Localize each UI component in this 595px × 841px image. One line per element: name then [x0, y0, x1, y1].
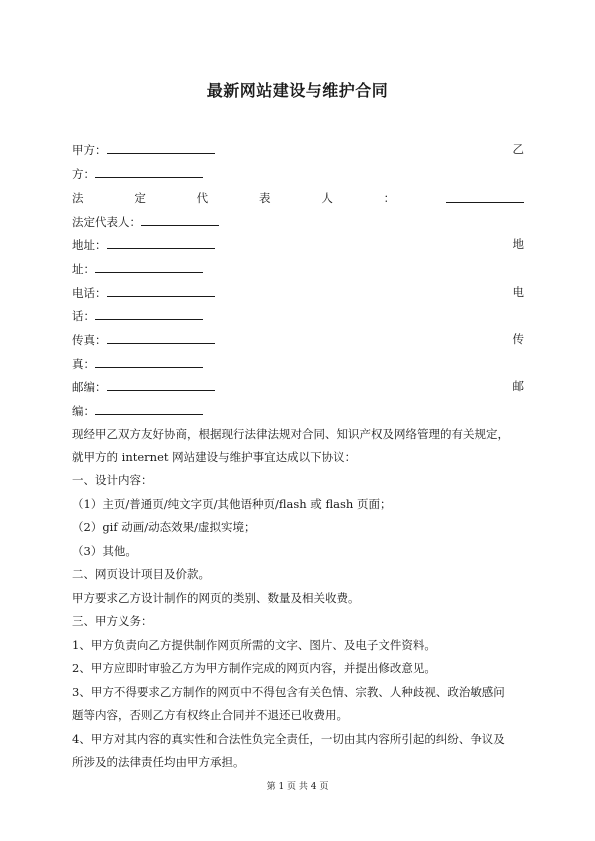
address-a-label: 地址： — [72, 238, 107, 252]
legal-rep-b-label: 法定代表人： — [72, 215, 141, 229]
postcode-b-line — [72, 402, 524, 419]
legal-rep-char: 人 — [321, 191, 333, 205]
fax-b-blank — [95, 355, 203, 368]
intro-line-2: 就甲方的 internet 网站建设与维护事宜达成以下协议： — [72, 450, 357, 464]
fax-a-line — [72, 331, 524, 348]
postcode-a-line — [72, 378, 524, 395]
phone-a-line — [72, 284, 524, 301]
document-title: 最新网站建设与维护合同 — [206, 81, 389, 100]
section-3-item-1: 1、甲方负责向乙方提供制作网页所需的文字、图片、及电子文件资料。 — [72, 638, 436, 652]
section-3-item-4-line-2: 所涉及的法律责任均由甲方承担。 — [72, 755, 245, 769]
postcode-b-blank — [95, 402, 203, 415]
fax-a-blank — [107, 331, 215, 344]
legal-rep-char: ： — [383, 191, 396, 205]
section-3-heading: 三、甲方义务： — [72, 614, 153, 628]
section-2-text: 甲方要求乙方设计制作的网页的类别、数量及相关收费。 — [72, 591, 360, 605]
postcode-a-label: 邮编： — [72, 380, 107, 394]
party-b-blank — [95, 165, 203, 178]
phone-a-label: 电话： — [72, 286, 107, 300]
party-a-label: 甲方： — [72, 143, 107, 157]
address-b-line — [72, 260, 524, 277]
postcode-b-label-end: 编： — [72, 404, 95, 418]
party-b-line — [72, 165, 524, 182]
phone-a-blank — [107, 284, 215, 297]
legal-rep-char: 定 — [134, 191, 146, 205]
party-b-label-end: 方： — [72, 167, 95, 181]
legal-rep-char: 法 — [72, 191, 84, 205]
intro-line-1: 现经甲乙双方友好协商，根据现行法律法规对合同、知识产权及网络管理的有关规定， — [72, 427, 509, 441]
legal-rep-char: 表 — [258, 191, 271, 205]
fax-b-label-start: 传 — [512, 332, 524, 346]
legal-rep-char: 代 — [196, 191, 209, 205]
legal-rep-b-blank — [141, 213, 219, 226]
phone-b-label-start: 电 — [512, 285, 524, 299]
section-2-heading: 二、网页设计项目及价款。 — [72, 567, 210, 581]
legal-rep-a-blank — [446, 190, 524, 203]
phone-b-blank — [95, 307, 203, 320]
section-3-item-3-line-2: 题等内容，否则乙方有权终止合同并不退还已收费用。 — [72, 708, 348, 722]
page-number-footer: 第 1 页 共 4 页 — [266, 782, 329, 792]
party-b-label-start: 乙 — [512, 142, 524, 156]
phone-b-line — [72, 307, 524, 324]
address-b-label-start: 地 — [512, 237, 524, 251]
phone-b-label-end: 话： — [72, 309, 95, 323]
address-a-line — [72, 236, 524, 253]
legal-rep-a-line — [72, 190, 524, 206]
fax-b-label-end: 真： — [72, 357, 95, 371]
address-a-blank — [107, 236, 215, 249]
legal-rep-b-line — [72, 213, 524, 230]
section-3-item-4-line-1: 4、甲方对其内容的真实性和合法性负完全责任，一切由其内容所引起的纠纷、争议及 — [72, 732, 505, 746]
section-3-item-2: 2、甲方应即时审验乙方为甲方制作完成的网页内容，并提出修改意见。 — [72, 661, 436, 675]
party-a-line — [72, 141, 524, 158]
party-a-blank — [107, 141, 215, 154]
section-1-item-1: （1）主页/普通页/纯文字页/其他语种页/flash 或 flash 页面； — [72, 497, 392, 511]
postcode-b-label-start: 邮 — [512, 379, 524, 393]
section-3-item-3-line-1: 3、甲方不得要求乙方制作的网页中不得包含有关色情、宗教、人种歧视、政治敏感问 — [72, 685, 505, 699]
postcode-a-blank — [107, 378, 215, 391]
section-1-heading: 一、设计内容： — [72, 473, 153, 487]
address-b-label-end: 址： — [72, 262, 95, 276]
address-b-blank — [95, 260, 203, 273]
section-1-item-3: （3）其他。 — [72, 544, 137, 558]
fax-a-label: 传真： — [72, 333, 107, 347]
section-1-item-2: （2）gif 动画/动态效果/虚拟实境； — [72, 520, 256, 534]
fax-b-line — [72, 355, 524, 372]
